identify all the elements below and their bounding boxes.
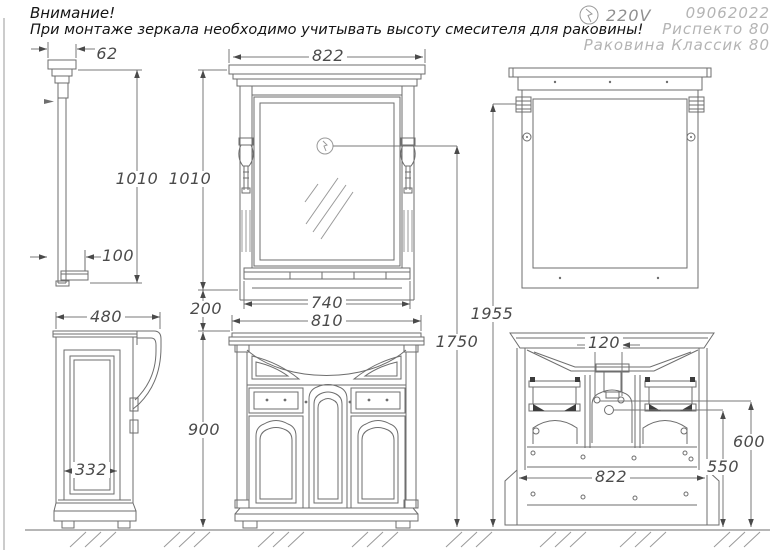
voltage-label: 220V <box>606 6 652 25</box>
cabinet-front-view <box>203 332 424 528</box>
dim-1955: 1955 <box>468 306 517 322</box>
right-door <box>351 416 405 508</box>
left-door <box>249 416 303 508</box>
dim-332: 332 <box>72 462 110 478</box>
dim-120: 120 <box>585 335 623 351</box>
center-door <box>305 385 352 509</box>
dim-600: 600 <box>730 434 768 450</box>
floor-line <box>25 530 770 547</box>
dim-200: 200 <box>187 301 225 317</box>
sink-bowl-back <box>527 350 698 371</box>
mirror-glass-hatch <box>305 178 353 239</box>
model-mirror-label: Риспекто 80 <box>662 20 770 38</box>
drawer-boxes-back <box>529 377 696 411</box>
dim-62-lines <box>31 42 95 58</box>
power-symbol-on-mirror <box>317 138 457 154</box>
mirror-front-view <box>198 49 457 331</box>
sink-overhang <box>133 331 161 409</box>
dim-62: 62 <box>96 44 118 63</box>
dim-822-back: 822 <box>592 469 630 485</box>
dim-810: 810 <box>308 313 346 329</box>
dim-480: 480 <box>87 309 125 325</box>
dim-1010-side: 1010 <box>113 171 162 187</box>
warning-title: Внимание! <box>30 4 116 22</box>
date-label: 09062022 <box>685 4 770 22</box>
dim-822-top: 822 <box>309 48 347 64</box>
dim-100: 100 <box>101 246 135 265</box>
hinge-tabs <box>130 398 138 433</box>
dim-740: 740 <box>308 295 346 311</box>
cabinet-rear-view <box>505 333 751 527</box>
warning-text: При монтаже зеркала необходимо учитывать высоту смесителя для раковины! <box>30 22 644 38</box>
dim-1750: 1750 <box>433 334 482 350</box>
door-arches-back <box>533 421 687 445</box>
model-sink-label: Раковина Классик 80 <box>583 36 770 54</box>
dim-550: 550 <box>704 459 742 475</box>
dim-1010-front: 1010 <box>166 171 215 187</box>
cabinet-side-view <box>53 312 161 528</box>
basin-apron <box>247 350 406 385</box>
left-lamp <box>239 138 253 193</box>
dim-900: 900 <box>185 422 223 438</box>
screw-heads <box>523 133 695 141</box>
